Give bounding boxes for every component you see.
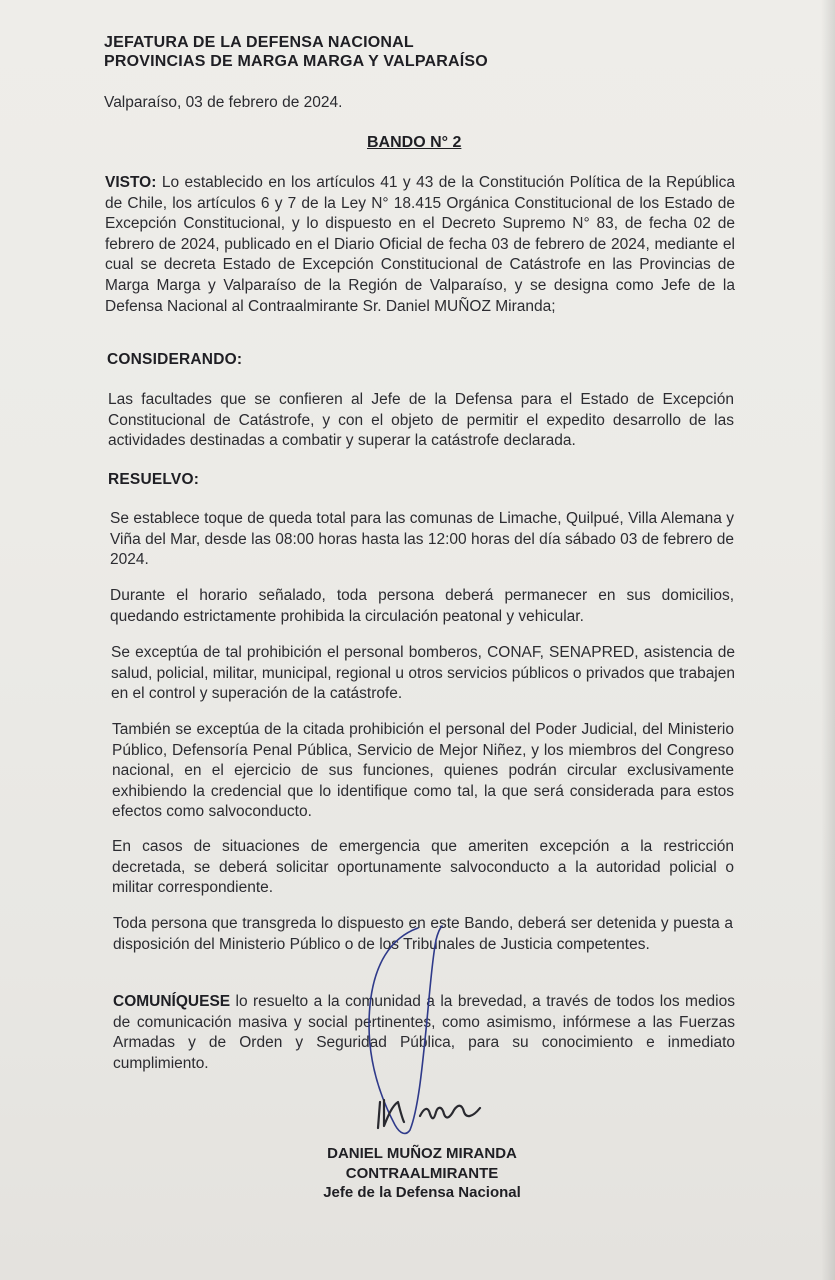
resuelvo-paragraph-curfew: Se establece toque de queda total para las comunas de Limache, Quilpué, Villa Alemana y Viña del Mar, desde las 08:00 horas hasta las 12:00 horas del día sábado 03 de febrero de 2024. <box>110 510 734 569</box>
signatory-rank: CONTRAALMIRANTE <box>345 1164 499 1182</box>
handwritten-signature <box>340 920 520 1140</box>
resuelvo-paragraph-sanction: Toda persona que transgreda lo dispuesto en este Bando, deberá ser detenida y puesta a disposición del Ministerio Público o de los Tribunales de Justicia competentes. <box>113 915 733 953</box>
comuniquese-text: lo resuelto a la comunidad a la brevedad, a través de todos los medios de comunicación masiva y social pertinentes, como asimismo, infórmese a las Fuerzas Armadas y de Orden y Seguridad Pública, para su conocimiento e inmediato cumplimiento. <box>113 993 735 1072</box>
visto-label: VISTO: <box>105 174 157 191</box>
header-line-1: JEFATURA DE LA DEFENSA NACIONAL <box>104 34 414 51</box>
considerando-heading: CONSIDERANDO: <box>107 351 243 368</box>
signatory-name: DANIEL MUÑOZ MIRANDA <box>327 1145 517 1162</box>
signature-block <box>300 1144 544 1203</box>
resuelvo-paragraph-officials: También se exceptúa de la citada prohibición el personal del Poder Judicial, del Ministerio Público, Defensoría Penal Pública, Servicio de Mejor Niñez, y los miembros del Congreso nacional, en el ejercicio de sus funciones, quienes podrán circular exclusivamente exhibiendo la credencial que lo identifique como tal, la que será considerada para estos efectos como salvoconducto. <box>112 721 734 821</box>
signatory-role: Jefe de la Defensa Nacional <box>323 1184 521 1201</box>
document-date: Valparaíso, 03 de febrero de 2024. <box>104 94 343 111</box>
visto-text: Lo establecido en los artículos 41 y 43 de la Constitución Política de la República de Chile, los artículos 6 y 7 de la Ley N° 18.415 Orgánica Constitucional de los Estado de Excepción Constitucional, y lo dispuesto en el Decreto Supremo N° 83, de fecha 02 de febrero de 2024, publicado en el Diario Oficial de fecha 03 de febrero de 2024, mediante el cual se decreta Estado de Excepción Constitucional de Catástrofe en las Provincias de Marga Marga y Valparaíso de la Región de Valparaíso, y se designa como Jefe de la Defensa Nacional al Contraalmirante Sr. Daniel MUÑOZ Miranda; <box>105 174 735 315</box>
document-header <box>104 33 624 71</box>
resuelvo-paragraph-stay-home: Durante el horario señalado, toda persona deberá permanecer en sus domicilios, quedando estrictamente prohibida la circulación peatonal y vehicular. <box>110 587 734 625</box>
signature-initials-stroke <box>378 1100 480 1128</box>
document-title: BANDO N° 2 <box>367 134 462 151</box>
header-line-2: PROVINCIAS DE MARGA MARGA Y VALPARAÍSO <box>104 53 488 70</box>
visto-paragraph <box>105 173 735 317</box>
resuelvo-heading: RESUELVO: <box>108 471 200 488</box>
comuniquese-label: COMUNÍQUESE <box>113 993 231 1010</box>
considerando-paragraph: Las facultades que se confieren al Jefe de la Defensa para el Estado de Excepción Constitucional de Catástrofe, y con el objeto de permitir el expedito desarrollo de las actividades destinadas a combatir y superar la catástrofe declarada. <box>108 391 734 450</box>
resuelvo-paragraph-emergency: En casos de situaciones de emergencia que ameriten excepción a la restricción decretada, se deberá solicitar oportunamente salvoconducto a la autoridad policial o militar correspondiente. <box>112 838 734 897</box>
resuelvo-paragraph-exceptions: Se exceptúa de tal prohibición el personal bomberos, CONAF, SENAPRED, asistencia de salud, policial, militar, municipal, regional u otros servicios públicos o privados que trabajen en el control y superación de la catástrofe. <box>111 644 735 703</box>
